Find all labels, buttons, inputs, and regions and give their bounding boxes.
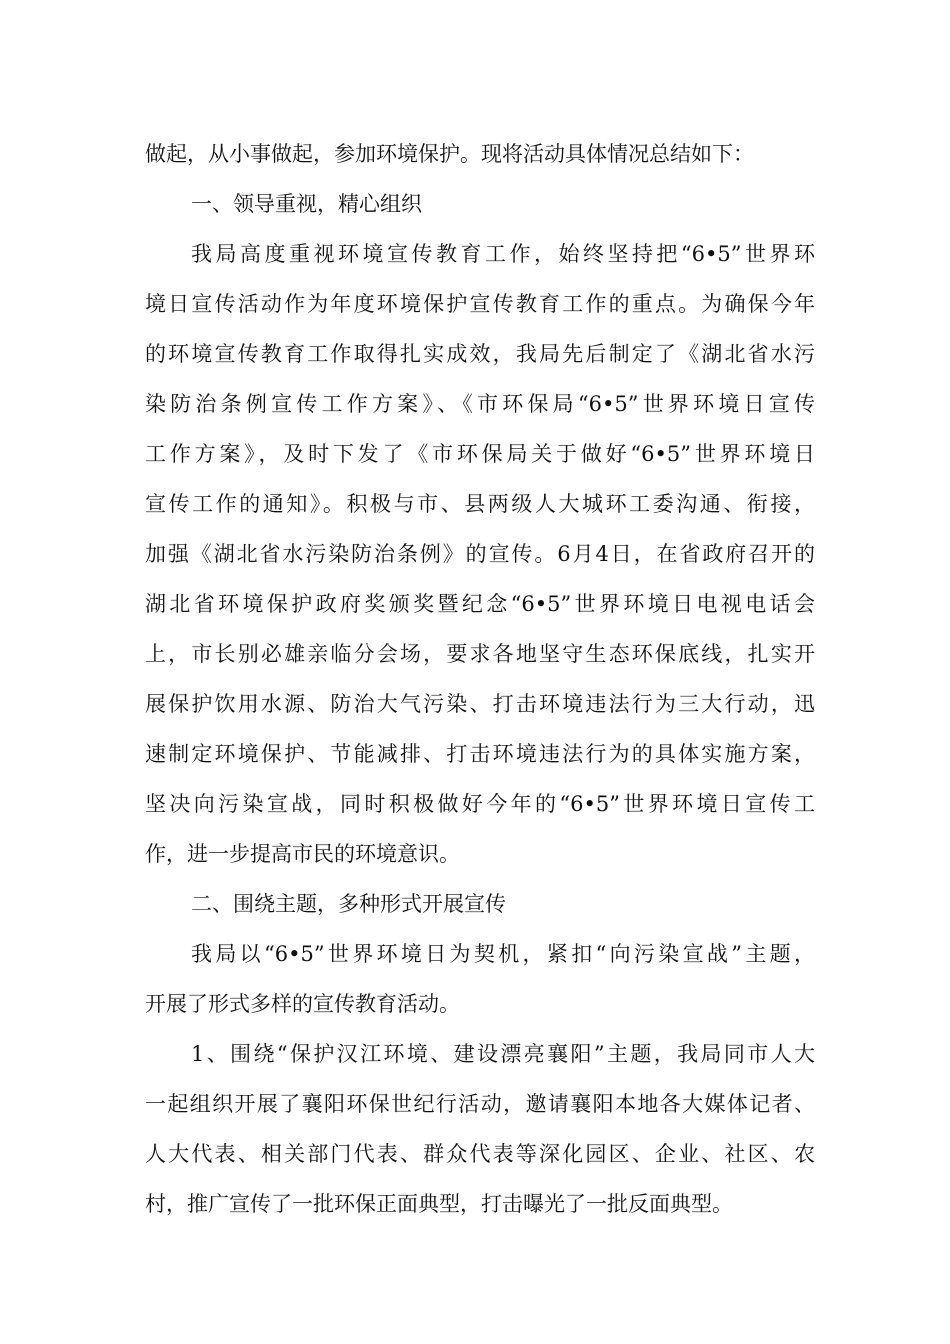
text-line: 的环境宣传教育工作取得扎实成效，我局先后制定了《湖北省水污 bbox=[145, 342, 815, 366]
text-line: 一起组织开展了襄阳环保世纪行活动，邀请襄阳本地各大媒体记者、 bbox=[145, 1092, 815, 1116]
text-line: 做起，从小事做起，参加环境保护。现将活动具体情况总结如下： bbox=[145, 142, 754, 166]
section-heading-1: 一、领导重视，精心组织 bbox=[191, 192, 422, 216]
text-line: 湖北省环境保护政府奖颁奖暨纪念“6•5”世界环境日电视电话会 bbox=[145, 592, 815, 616]
text-line: 我局以“6•5”世界环境日为契机，紧扣“向污染宣战”主题， bbox=[191, 942, 815, 966]
text-line: 染防治条例宣传工作方案》、《市环保局“6•5”世界环境日宣传 bbox=[145, 392, 815, 416]
text-line: 展保护饮用水源、防治大气污染、打击环境违法行为三大行动，迅 bbox=[145, 692, 815, 716]
text-line: 开展了形式多样的宣传教育活动。 bbox=[145, 992, 460, 1016]
text-line: 宣传工作的通知》。积极与市、县两级人大城环工委沟通、衔接， bbox=[145, 492, 815, 516]
text-line: 1、围绕“保护汉江环境、建设漂亮襄阳”主题，我局同市人大 bbox=[191, 1042, 815, 1066]
text-line: 速制定环境保护、节能减排、打击环境违法行为的具体实施方案， bbox=[145, 742, 815, 766]
text-line: 人大代表、相关部门代表、群众代表等深化园区、企业、社区、农 bbox=[145, 1142, 815, 1166]
text-line: 加强《湖北省水污染防治条例》的宣传。6月4日，在省政府召开的 bbox=[145, 542, 815, 566]
text-line: 境日宣传活动作为年度环境保护宣传教育工作的重点。为确保今年 bbox=[145, 292, 815, 316]
document-body bbox=[145, 129, 815, 1229]
text-line: 上，市长别必雄亲临分会场，要求各地坚守生态环保底线，扎实开 bbox=[145, 642, 815, 666]
section-heading-2: 二、围绕主题，多种形式开展宣传 bbox=[191, 892, 506, 916]
text-line: 工作方案》，及时下发了《市环保局关于做好“6•5”世界环境日 bbox=[145, 442, 815, 466]
text-line: 我局高度重视环境宣传教育工作，始终坚持把“6•5”世界环 bbox=[191, 242, 815, 266]
text-line: 村，推广宣传了一批环保正面典型，打击曝光了一批反面典型。 bbox=[145, 1192, 733, 1216]
text-line: 作，进一步提高市民的环境意识。 bbox=[145, 842, 460, 866]
text-line: 坚决向污染宣战，同时积极做好今年的“6•5”世界环境日宣传工 bbox=[145, 792, 815, 816]
